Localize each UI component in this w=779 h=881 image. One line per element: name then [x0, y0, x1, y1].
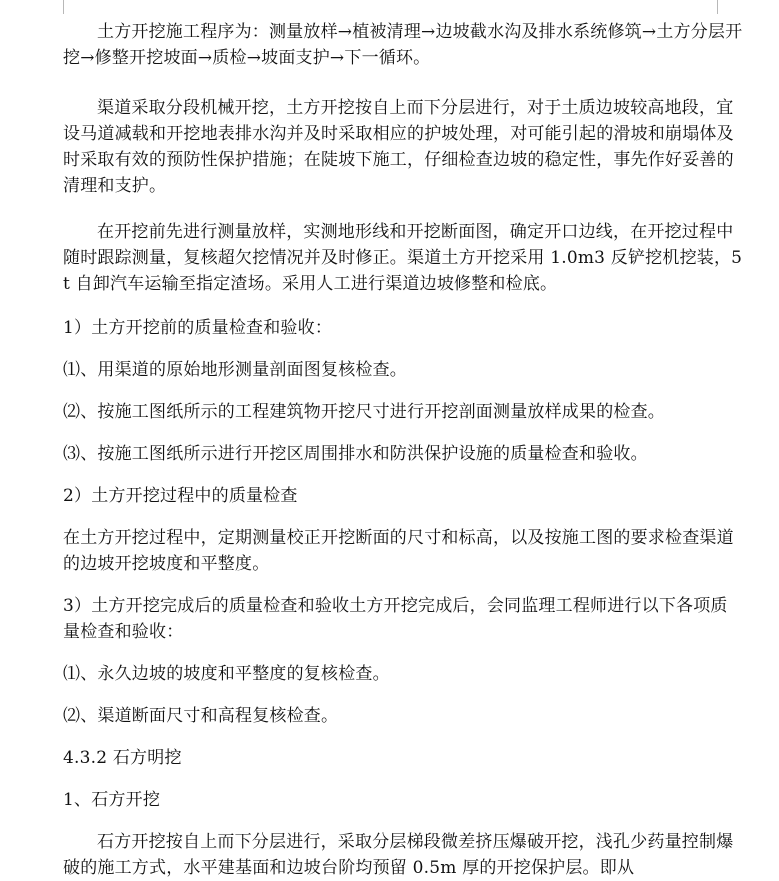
- section-heading-rock-excavation: 4.3.2 石方明挖: [63, 748, 182, 768]
- document-body: [63, 0, 743, 881]
- paragraph-channel-excavation: 渠道采取分段机械开挖，土方开挖按自上而下分层进行，对于土质边坡较高地段，宜设马道减载和开挖地表排水沟并及时采取相应的护坡处理，对可能引起的滑坡和崩塌体及时采取有效的预防性保护措施；在陡坡下施工，仔细检查边坡的稳定性，事先作好妥善的清理和支护。: [63, 98, 734, 196]
- paragraph-survey-layout: 在开挖前先进行测量放样，实测地形线和开挖断面图，确定开口边线，在开挖过程中随时跟踪测量，复核超欠挖情况并及时修正。渠道土方开挖采用 1.0m3 反铲挖机挖装，5t 自卸汽车运输至指定渣场。采用人工进行渠道边坡修整和检底。: [63, 222, 743, 294]
- list-item-slope-check: ⑴、永久边坡的坡度和平整度的复核检查。: [63, 664, 390, 684]
- list-item-section-check: ⑵、渠道断面尺寸和高程复核检查。: [63, 706, 339, 726]
- paragraph-blasting-method: 石方开挖按自上而下分层进行，采取分层梯段微差挤压爆破开挖，浅孔少药量控制爆破的施工方式，水平建基面和边坡台阶均预留 0.5m 厚的开挖保护层。即从: [63, 832, 734, 878]
- subsection-heading-rock-excavation: 1、石方开挖: [63, 790, 161, 810]
- paragraph-periodic-measurement: 在土方开挖过程中，定期测量校正开挖断面的尺寸和标高，以及按施工图的要求检查渠道的边坡开挖坡度和平整度。: [63, 528, 734, 574]
- list-item-1: ⑴、用渠道的原始地形测量剖面图复核检查。: [63, 360, 407, 380]
- heading-post-excavation-check: 3）土方开挖完成后的质量检查和验收土方开挖完成后，会同监理工程师进行以下各项质量检查和验收：: [63, 596, 728, 642]
- list-item-2: ⑵、按施工图纸所示的工程建筑物开挖尺寸进行开挖剖面测量放样成果的检查。: [63, 402, 665, 422]
- heading-pre-excavation-check: 1）土方开挖前的质量检查和验收：: [63, 318, 333, 338]
- paragraph-construction-sequence: 土方开挖施工程序为：测量放样→植被清理→边坡截水沟及排水系统修筑→土方分层开挖→修整开挖坡面→质检→坡面支护→下一循环。: [63, 22, 743, 68]
- heading-during-excavation-check: 2）土方开挖过程中的质量检查: [63, 486, 298, 506]
- list-item-3: ⑶、按施工图纸所示进行开挖区周围排水和防洪保护设施的质量检查和验收。: [63, 444, 648, 464]
